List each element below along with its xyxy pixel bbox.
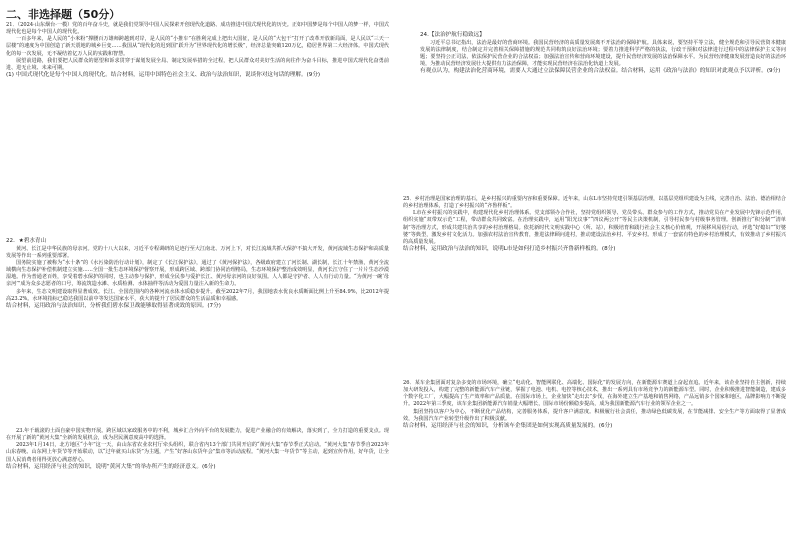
q22-paragraph-2: 国务院实施了被称为“水十条”的《水污染防治行动计划》，制定了《长江保护法》，通过了《黄河保护法》，各级政府建立了河长制、湖长制，长江十年禁渔，黄河全流域横向生态保护补偿机制建立实施……全国一批生态环境保护督察开展，形成跨区域、跨部门协同治理格局，生态环境保护整治成效明显，黄河长江守住了一片片生态沙漠湿地。作为普通老百姓，享受着碧水保护的同时，也主动参与保护，形成全民参与爱护长江、黄河母亲河的良好氛围。人人都是守护者、人人有行动力量。“为黄河一碗‘母亲河’”成为众多志愿者的口号，筹流筑造水滩、水质检测、水体抽样等活动为爱国力量注入新的生命力。 (6, 260, 389, 288)
q23-paragraph-2: 2023年1月14日，北方地区“小年”这一天，由山东省农业农村厅牵头组织，联合省内13个部门共同开启的“黄河大集”春节季正式启动。“黄河大集”春节季自2023年山东春晚、山东网上年货节等开始联动，以“过年就买山东货”为主题，产生“好客山东货年会”集市等活动流程。“黄河大集一年货节”等主动，起到宣传作用，好年货，让全国人民消费者用得更放心满意舒心。 (6, 442, 389, 463)
q21-paragraph-1: 一百多年来，是人民的“小米粉”撑腰百万雄师跨越到对岸，是人民的“小推车”在胜利完成上把出大国征，是人民的“大包干”打开了改革开放新局面，是人民以“三天一层楼”的速度为中国创造了新天震地的城乡巨变……我国从“现代化的迟到国”跃升为“世界现代化的增长极”，经济总量突破120万亿，稳居世界第二大经济体。中国式现代化的每一次发展，无不凝结着亿万人民的实践和智慧。 (6, 36, 389, 57)
question-22 (6, 238, 389, 311)
q26-paragraph-1: 26．某车企集团面对复杂多变的市场环境，确立“电动化、智能网联化、高端化、国际化”的发展方向，在新能源车赛道上奋起直追。近年来，该企业坚持自主创新，持续加大研发投入，构建了完整的新能源汽车产业链，掌握了电池、电机、电控等核心技术，推出一系列具有市场竞争力的新能源车型。同时，企业积极推进智能制造，建成多个数字化工厂，大幅提高了生产效率和产品质量。在国际市场上，企业加快“走出去”步伐，在海外建立生产基地和销售网络，产品远销多个国家和地区，品牌影响力不断提升。2022年第三季度，该车企集团新能源汽车销量大幅增长，国际市场份额稳步提高，成为我国新能源汽车行业的领军企业之一。 (403, 380, 786, 408)
q21-lead: 21．（2024·山东烟台·一模）党的百年奋斗史，就是我们党领导中国人民探索开创现代化道路、成功推进中国式现代化的历史。正如中国梦是每个中国人的梦一样，中国式现代化也是每个中国人的现代化。 (6, 22, 389, 36)
q22-heading: 22．★碧水青山 (6, 238, 47, 244)
q25-prompt: 结合材料，运用政治与法治的知识，说明L市是如何打造乡村振兴齐鲁新样板的。(8分) (403, 245, 616, 252)
question-23 (6, 428, 389, 471)
q25-paragraph-1: L市在乡村振兴的实践中，构建现代化乡村治理体系。党支部领办合作社，坚持党组织领导、党员带头、群众参与的工作方式，推动党员在产业发展中先锋示范作用，组织实施“双带双示范”工程，带动群众共同致富。在治理实践中，运用“阳光议事”“四议两公开”等民主决策机制，引导村民参与村级事务管理。创新推行“积分制”“清单制”等治理方式，形成共建共治共享的乡村治理格局。依托新时代文明实践中心（所、站），积极培育和践行社会主义核心价值观，开展移风易俗行动，评选“好媳妇”“好婆婆”等典型，激发乡村文化活力。加强农村法治宣传教育，推进法律顾问进村，推动建设法治乡村、平安乡村。形成了一套富有特色的乡村治理模式，有效推动了乡村振兴的高质量发展。 (403, 210, 786, 245)
q23-prompt: 结合材料，运用经济与社会的知识，说明“黄河大集”的举办所产生的经济意义。(6分) (6, 463, 216, 470)
q21-prompt: (1) 中国式现代化是每个中国人的现代化。结合材料，运用中国特色社会主义、政治与法治知识，说谈你对这句话的理解。(9分) (6, 71, 321, 78)
question-26 (403, 380, 786, 431)
question-21 (6, 22, 389, 80)
q21-paragraph-2: 展望前进路，我们要把人民群众的愿望和诉求贯穿于谋划发展全局、制定发展举措的全过程，把人民群众对美好生活的向往作为奋斗目标，推进中国式现代化奋勇前进、进无止境、未来可期。 (6, 57, 389, 71)
q23-paragraph-1: 23.年千载滚的土面自豪中国实物开展。跨区域以家政服务中的不利，城乡汇合外向平台的发展能力，促进产业融合的有效解决，落实到了，全力打造的重要支点。现在开展了新的“黄河大集”全新的发展机会，成为居民满意度高中的选择。 (6, 428, 389, 442)
q25-lead: 25．乡村治理是国家治理的基石，是乡村振兴的重要内容和重要保障。近年来，山东L市坚持党建引领基层治理，以基层党组织建设为主线，完善自治、法治、德治相结合的乡村治理体系，打造了乡村振兴的“齐鲁样板”。 (403, 196, 786, 210)
q26-paragraph-2: 集团坚持以客户为中心，不断优化产品结构，完善服务体系，提升客户满意度。积极履行社会责任，推动绿色低碳发展，在节能减排、安全生产等方面取得了显著成效，为我国汽车产业转型升级作出了积极贡献。 (403, 408, 786, 422)
q22-paragraph-1: 黄河、长江是中华民族的母亲河。党的十八大以来，习近平专程调研的足迹行至大江南北、万河上下，对长江流域共抓大保护不搞大开发，黄河流域生态保护和高质量发展等作出一系列重要部署。 (6, 245, 389, 259)
question-25 (403, 196, 786, 254)
q24-paragraph-1: 习近平总书记指出，法治是最好的营商环境。我国民营经济的高质量发展离不开法治的保障护航。具体来说，要坚持平等立法，健全规范和引导民营资本健康发展的法律制度，结合制定并完善相关保障措施的规范共同构筑良好法治环境；要着力推进科学严格的执法，行政干预和对法律进行过程中的法律保护主义等问题；要坚持公正司法，依法保护民营企业的合法权益；加强法治宣传和营商环境建设，提升民营经济发展的法治保障水平。为民营经济健康发展营造良好的法治环境，为推动民营经济发展壮大提供有力法治保障，才能实现民营经济在法治化轨道上发展。 (420, 39, 786, 68)
q22-prompt: 结合材料，运用政治与法治知识，分析我们碧水保卫战能够取得显著成效的原因。(7分) (6, 302, 221, 309)
question-24 (420, 32, 786, 76)
section-title: 二、非选择题（50分） (6, 8, 121, 21)
q24-prompt: 有观点认为，构建法治化营商环境，需要人大通过立法保障民营企业的合法权益。结合材料，运用《政治与法治》的知识对此观点予以评析。(9分) (420, 68, 781, 75)
q26-prompt: 结合材料，运用经济与社会的知识，分析该车企集团是如何实现高质量发展的。(6分) (403, 422, 613, 429)
q24-heading: 24.【法治护航行稳致远】 (420, 32, 485, 38)
q22-paragraph-3: 多年来，生态文明建设取得显著成效。长江、全国范围内的各种河流水体水质稳步提升。截至2022年7月，我国地表水优良水质断面比例上升至84.9%，比2012年提高23.2%。水环境指标已稳达我国以前中等发达国家水平，获大的提升了居民群众的生活品质和幸福感。 (6, 288, 389, 302)
